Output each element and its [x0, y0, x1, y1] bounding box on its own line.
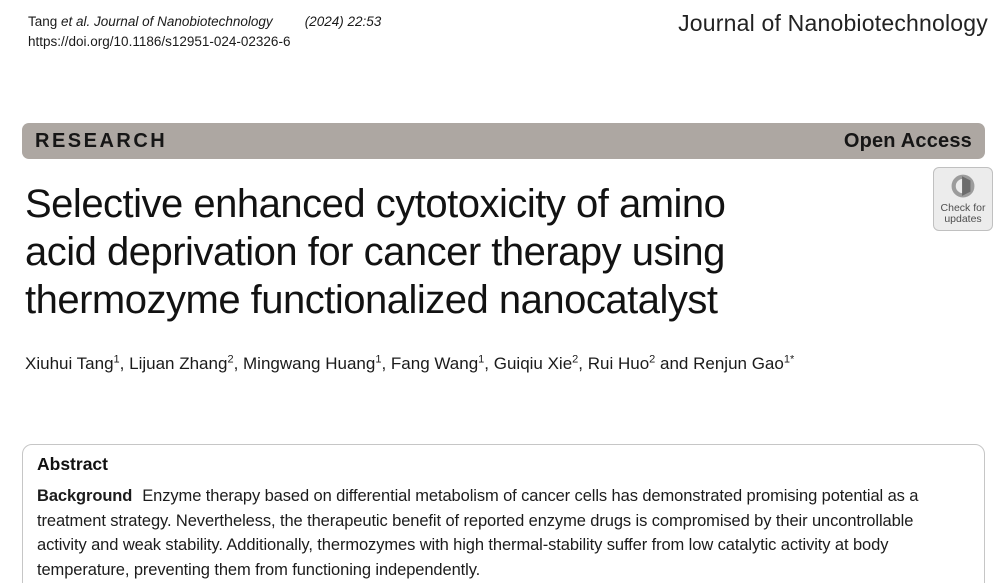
check-badge-label: Check for updates: [940, 202, 986, 225]
citation-authors: Tang: [28, 14, 62, 29]
section-label: RESEARCH: [35, 129, 168, 152]
article-title-line: acid deprivation for cancer therapy using: [25, 230, 725, 274]
doi-link[interactable]: https://doi.org/10.1186/s12951-024-02326-6: [28, 34, 291, 49]
journal-name: Journal of Nanobiotechnology: [678, 10, 988, 36]
author: Renjun Gao$^{1*}$: [693, 353, 795, 373]
abstract-background-paragraph: [37, 484, 950, 582]
citation-issue: (2024) 22:53: [304, 14, 382, 29]
author: Fang Wang$^1$,: [390, 353, 494, 373]
crossmark-circle-icon: [949, 173, 977, 203]
abstract-background-label: Background: [37, 487, 133, 505]
author: Xiuhui Tang$^1$,: [25, 353, 130, 373]
author-affiliation-sup: 1: [375, 353, 382, 366]
abstract-box: [22, 444, 985, 583]
author: Lijuan Zhang$^2$,: [129, 353, 244, 373]
author-affiliation-sup: 1: [113, 353, 120, 366]
article-title-line: thermozyme functionalized nanocatalyst: [25, 278, 718, 322]
article-title: [25, 180, 925, 324]
author-list: [25, 354, 794, 374]
article-title-line: Selective enhanced cytotoxicity of amino: [25, 182, 726, 226]
author-affiliation-sup: 1*: [783, 353, 795, 366]
author: Mingwang Huang$^1$,: [243, 353, 391, 373]
citation-block: [28, 12, 381, 52]
author-affiliation-sup: 2: [649, 353, 656, 366]
author: Rui Huo$^2$ and: [587, 353, 694, 373]
citation-line: [28, 12, 381, 32]
author-affiliation-sup: 1: [478, 353, 485, 366]
open-access-label[interactable]: Open Access: [843, 129, 972, 152]
section-banner: [22, 123, 985, 159]
abstract-heading: Abstract: [37, 454, 108, 474]
abstract-background-text: Enzyme therapy based on differential metabolism of cancer cells has demonstrated promising potential as a treatment strategy. Nevertheless, the therapeutic benefit of reported enzyme drugs is compromised by their uncontrollable activity and weak stability. Additionally, thermozymes with high thermal-stability suffer from low catalytic activity at body temperature, preventing them from functioning independently.: [37, 487, 919, 579]
author: Guiqiu Xie$^2$,: [493, 353, 588, 373]
author-affiliation-sup: 2: [572, 353, 579, 366]
citation-journal: et al. Journal of Nanobiotechnology: [61, 14, 273, 29]
author-affiliation-sup: 2: [227, 353, 234, 366]
check-for-updates-badge[interactable]: [933, 167, 993, 231]
